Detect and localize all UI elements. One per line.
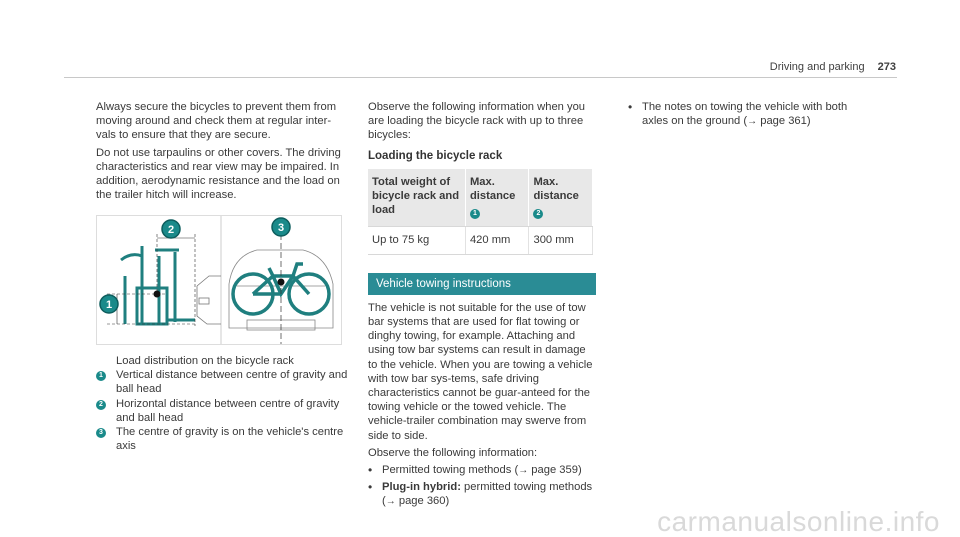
side-dimensions — [107, 234, 197, 326]
loading-table — [368, 169, 593, 255]
bullet-list — [628, 100, 868, 129]
left-column — [96, 100, 348, 205]
svg-text:2: 2 — [167, 224, 175, 236]
arrow-icon: → — [747, 116, 758, 128]
figure-legend — [96, 354, 358, 453]
callout-badge: 3 — [96, 428, 106, 438]
page-header — [770, 60, 896, 74]
table-cell: Up to 75 kg — [368, 227, 465, 254]
list-item: • Plug-in hybrid: permitted towing methods (→ page 360) — [368, 480, 596, 509]
arrow-icon: → — [385, 496, 396, 508]
side-rack — [121, 246, 195, 324]
figure-caption: Load distribution on the bicycle rack — [116, 355, 294, 367]
side-view — [197, 276, 221, 324]
callout-badge: 2 — [533, 209, 543, 219]
page-link[interactable]: page 359) — [531, 464, 582, 477]
paragraph: Always secure the bicycles to prevent them from moving around and check them at regular inter-vals to ensure that they are secure. — [96, 101, 337, 142]
callout-badge: 1 — [96, 371, 106, 381]
header-rule — [64, 77, 897, 78]
table-header: Max. distance 2 — [529, 169, 593, 227]
header-title: Driving and parking — [769, 61, 865, 73]
rear-centre-of-gravity-dot — [278, 279, 285, 286]
page-link[interactable]: page 361) — [760, 115, 811, 128]
callout-2 — [162, 220, 180, 238]
table-cell: 300 mm — [529, 227, 593, 254]
table-cell: 420 mm — [465, 227, 529, 254]
page-link[interactable]: page 360) — [398, 495, 450, 508]
paragraph: Do not use tarpaulins or other covers. The driving characteristics and rear view may be impaired. In addition, aerodynamic resistance and the load on the trailer hitch will increase. — [96, 146, 341, 202]
table-row — [368, 227, 593, 254]
list-item: • The notes on towing the vehicle with both axles on the ground (→ page 361) — [628, 100, 868, 129]
callout-badge: 2 — [96, 400, 106, 410]
section-title-bar: Vehicle towing instructions — [368, 273, 596, 295]
legend-item: 3 The centre of gravity is on the vehicle's centre axis — [96, 425, 358, 453]
watermark: carmanualsonline.info — [657, 505, 940, 537]
callout-3 — [272, 218, 290, 236]
callout-badge: 1 — [470, 209, 480, 219]
section-heading: Loading the bicycle rack — [368, 149, 503, 162]
table-header: Total weight of bicycle rack and load — [368, 169, 465, 227]
paragraph: The vehicle is not suitable for the use of tow bar systems that are used for flat towing or dinghy towing, for example. Attaching and using tow bar systems can result in damage to the vehicle. When you are towing a vehicle with tow bar sys-tems, safe driving characteristics cannot be guar-anteed for the towing vehicle or the towed vehicle. The vehicle-trailer combination may swerve from side to side. — [368, 301, 593, 442]
bicycle-rack-illustration — [97, 216, 341, 344]
table-header: Max. distance 1 — [465, 169, 529, 227]
legend-item: 2 Horizontal distance between centre of gravity and ball head — [96, 397, 358, 425]
page-number: 273 — [877, 61, 896, 73]
svg-text:1: 1 — [105, 299, 113, 311]
right-column — [628, 100, 868, 131]
bicycle-rack-figure — [96, 215, 342, 345]
legend-item: 1 Vertical distance between centre of gravity and ball head — [96, 368, 358, 396]
arrow-icon: → — [518, 465, 529, 477]
middle-column — [368, 100, 596, 512]
bullet-list — [368, 463, 596, 510]
paragraph: Observe the following information when you are loading the bicycle rack with up to three bicycles: — [368, 101, 586, 142]
svg-text:3: 3 — [277, 222, 285, 234]
list-item: • Permitted towing methods (→ page 359) — [368, 463, 596, 478]
callout-1 — [100, 295, 118, 313]
paragraph: Observe the following information: — [368, 446, 538, 459]
centre-of-gravity-dot — [154, 291, 161, 298]
